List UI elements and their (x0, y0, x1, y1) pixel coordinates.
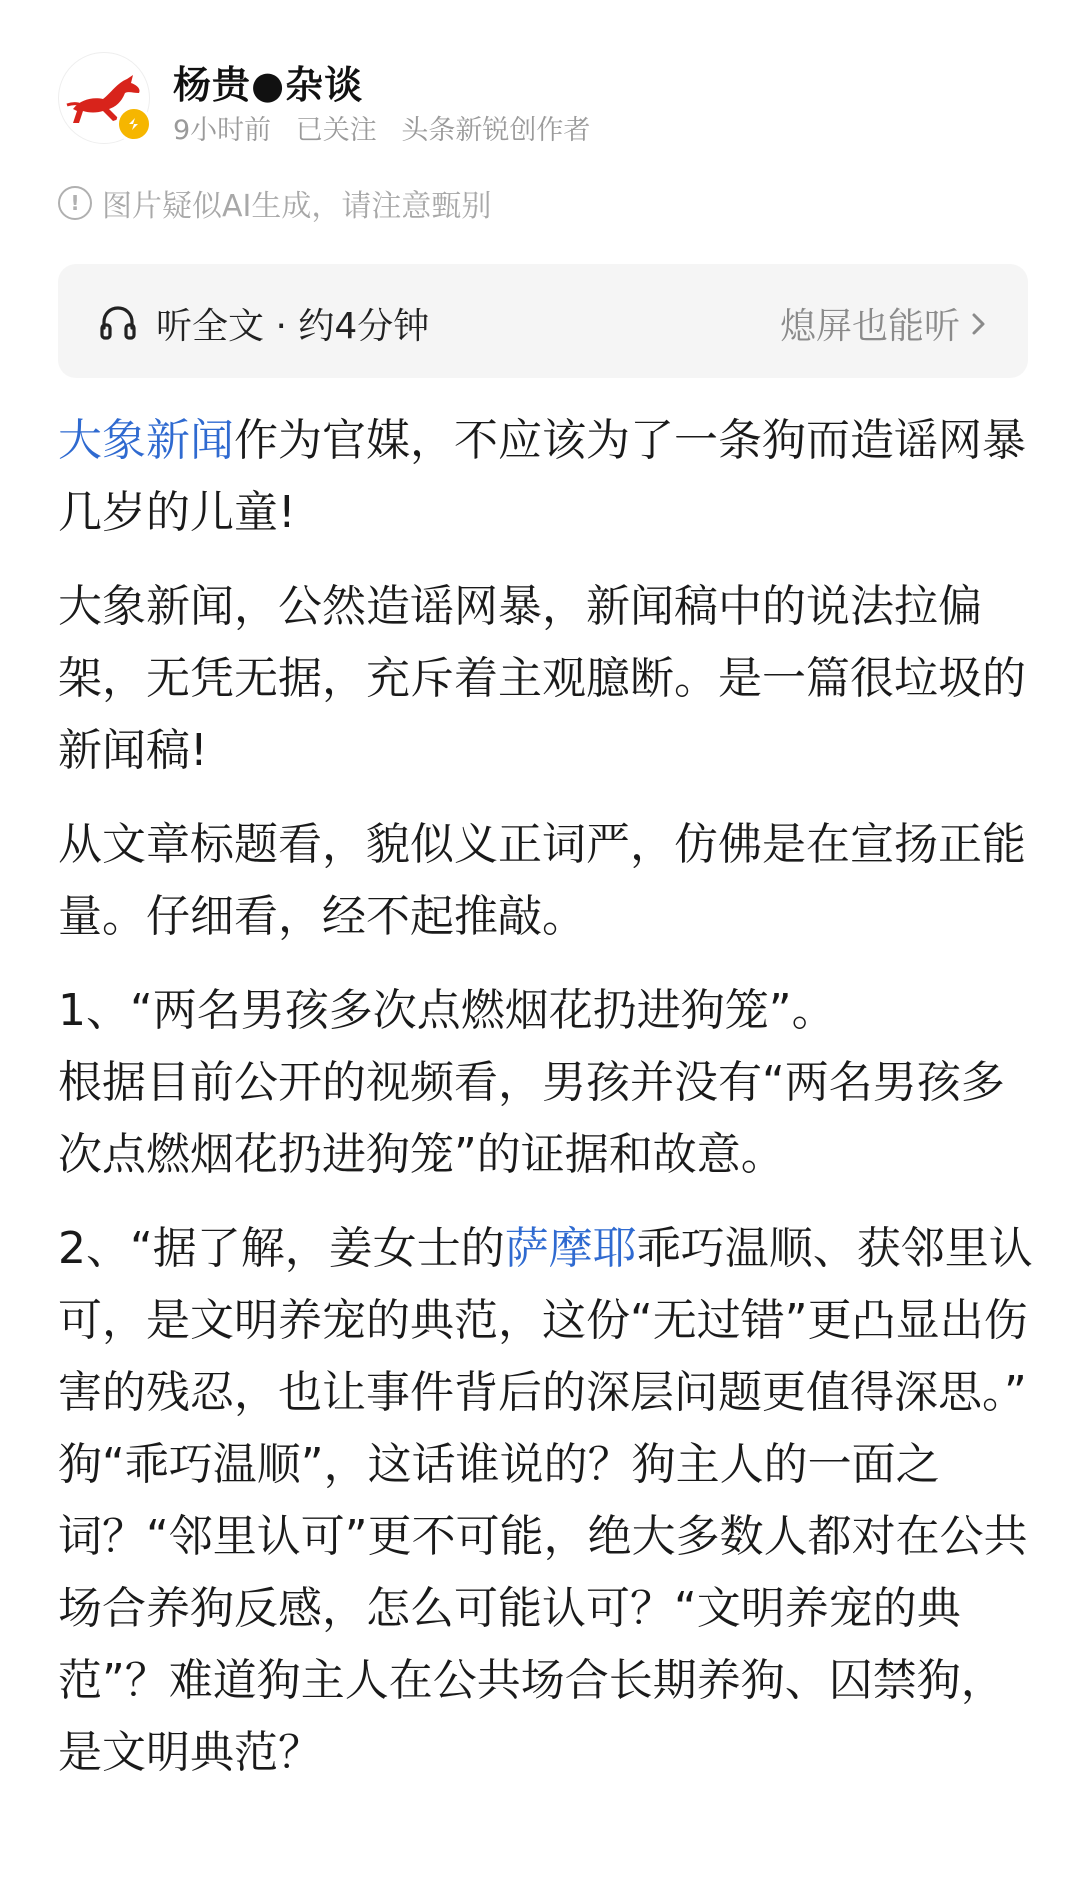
screen-off-listen-button[interactable] (780, 298, 990, 349)
follow-status[interactable]: 已关注 (295, 115, 377, 146)
article-body (58, 405, 1033, 1811)
paragraph-5 (58, 1213, 1033, 1429)
author-header (58, 52, 1038, 148)
chevron-right-icon (968, 309, 990, 339)
listen-label: 听全文 · 约4分钟 (156, 306, 430, 347)
author-name[interactable]: 杨贵●杂谈 (173, 63, 364, 107)
paragraph-4-line-2: 根据目前公开的视频看，男孩并没有“两名男孩多次点燃烟花扔进狗笼”的证据和故意。 (58, 1057, 1005, 1180)
ai-notice (58, 183, 491, 223)
link-daxiang-news[interactable]: 大象新闻 (58, 415, 234, 466)
paragraph-3: 从文章标题看，貌似义正词严，仿佛是在宣扬正能量。仔细看，经不起推敲。 (58, 819, 1026, 942)
post-time: 9小时前 (173, 115, 272, 146)
info-icon: ! (58, 186, 92, 220)
verified-badge-icon (116, 106, 152, 142)
screen-off-listen-label: 熄屏也能听 (779, 306, 960, 347)
creator-badge: 头条新锐创作者 (401, 115, 591, 146)
paragraph-5-after: 乖巧温顺、获邻里认可，是文明养宠的典范，这份“无过错”更凸显出伤害的残忍，也让事件背后的深层问题更值得深思。” (58, 1223, 1033, 1418)
listen-full-text-bar[interactable] (58, 264, 1028, 378)
paragraph-5-before: 2、“据了解，姜女士的 (58, 1223, 505, 1274)
paragraph-1-text: 作为官媒，不应该为了一条狗而造谣网暴几岁的儿童! (58, 415, 1026, 538)
paragraph-6: 狗“乖巧温顺”，这话谁说的？狗主人的一面之词？“邻里认可”更不可能，绝大多数人都对在公共场合养狗反感，怎么可能认可？“文明养宠的典范”？难道狗主人在公共场合长期养狗、囚禁狗，是文明典范？ (58, 1439, 1028, 1778)
paragraph-4-line-1: 1、“两名男孩多次点燃烟花扔进狗笼”。 (58, 985, 836, 1036)
paragraph-1 (58, 405, 1033, 549)
ai-notice-text: 图片疑似AI生成，请注意甄别 (102, 189, 492, 224)
paragraph-2: 大象新闻，公然造谣网暴，新闻稿中的说法拉偏架，无凭无据，充斥着主观臆断。是一篇很垃圾的新闻稿! (58, 581, 1026, 776)
link-samoyed[interactable]: 萨摩耶 (504, 1223, 637, 1274)
author-meta (173, 108, 606, 147)
paragraph-4 (58, 975, 1033, 1191)
headphone-icon (98, 302, 138, 342)
